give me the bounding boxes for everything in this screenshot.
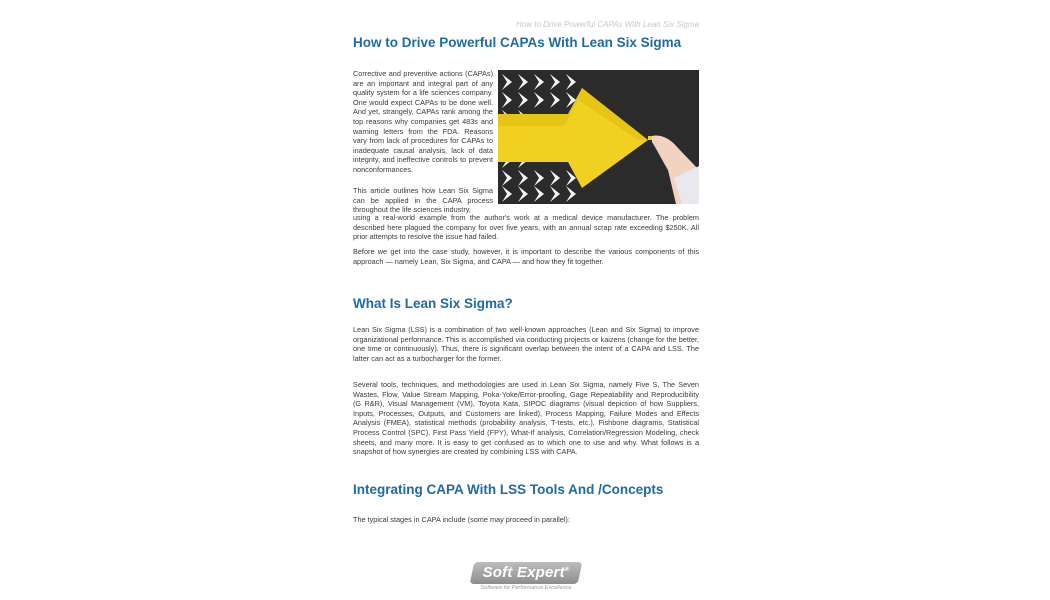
running-header: How to Drive Powerful CAPAs With Lean Six Sigma [516,20,699,29]
arrows-image [498,70,699,204]
section-heading-lean-six-sigma: What Is Lean Six Sigma? [353,296,513,311]
softexpert-logo [472,562,580,594]
section1-paragraph-2: Several tools, techniques, and methodologies are used in Lean Six Sigma, namely Five S, The Seven Wastes, Flow, Value Stream Mapping, Poka-Yoke/Error-proofing, Gage Repeatability and Reproducibility (G R&R), Visual Management (VM), Toyota Kata, SIPOC diagrams (visual depiction of how Suppliers, Inputs, Processes, Outputs, and Customers are linked), Process Mapping, Failure Modes and Effects Analysis (FMEA), statistical methods (probability analysis, T-tests, etc.), Fishbone diagrams, Statistical Process Control (SPC), First Pass Yield (FPY), What-If analysis, Correlation/Regression Modeling, check sheets, and many more. It is easy to get confused as to which one to use and why. What follows is a snapshot of how synergies are created by combining LSS with CAPA. [353,380,699,457]
intro-paragraph-2b: using a real-world example from the author's work at a medical device manufacturer. The problem described here plagued the company for over five years, with an annual scrap rate exceeding $250K. All prior attempts to resolve the issue had failed. [353,213,699,242]
intro-paragraph-2a: This article outlines how Lean Six Sigma can be applied in the CAPA process throughout the life sciences industry, [353,186,493,215]
page-title: How to Drive Powerful CAPAs With Lean Six Sigma [353,35,682,50]
document-page [353,0,699,600]
logo-tagline: Software for Performance Excellence [480,585,572,591]
intro-paragraph-1: Corrective and preventive actions (CAPAs) are an important and integral part of any quality system for a life sciences company. One would expect CAPAs to be done well. And yet, strangely, CAPAs rank among the top reasons why companies get 483s and warning letters from the FDA. Reasons vary from lack of procedures for CAPAs to inadequate causal analysis, lack of data integrity, and ineffective controls to prevent nonconformances. [353,69,493,174]
arrows-illustration [498,70,699,204]
intro-paragraph-3: Before we get into the case study, however, it is important to describe the various components of this approach — namely Lean, Six Sigma, and CAPA — and how they fit together. [353,247,699,266]
section1-paragraph-1: Lean Six Sigma (LSS) is a combination of two well-known approaches (Lean and Six Sigma) to improve organizational performance. This is accomplished via conducting projects or kaizens (change for the better, one time or continuously). Thus, there is significant overlap between the intent of a CAPA and LSS. The latter can act as a turbocharger for the former. [353,325,699,363]
logo-text: Soft Expert® [482,564,570,581]
section-heading-integrating-capa: Integrating CAPA With LSS Tools And /Concepts [353,482,664,497]
section2-paragraph-1: The typical stages in CAPA include (some may proceed in parallel): [353,515,570,524]
